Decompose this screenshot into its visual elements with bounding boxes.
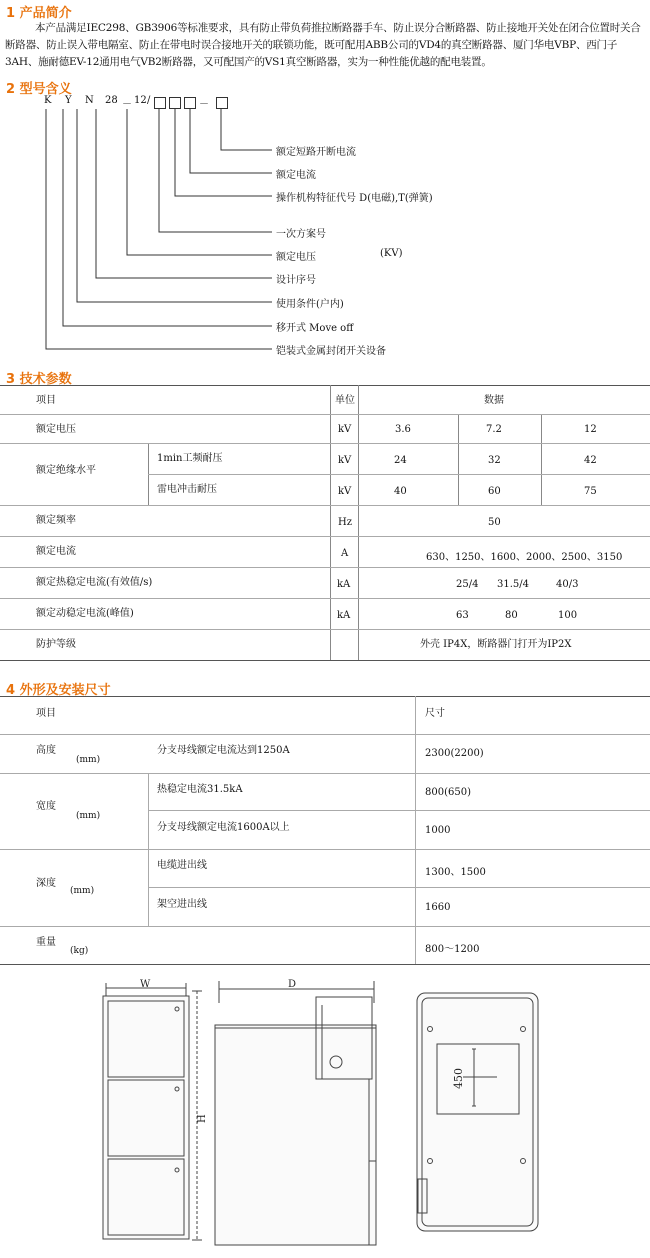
model-letter: N xyxy=(85,95,94,106)
dims-value: 800(650) xyxy=(425,787,471,798)
divider xyxy=(415,696,416,964)
dims-value: 800～1200 xyxy=(425,944,480,955)
divider xyxy=(0,598,650,599)
tech-label-dynamic: 额定动稳定电流(峰值) xyxy=(36,608,134,619)
dim-h: H xyxy=(197,1114,208,1123)
tech-value: 100 xyxy=(558,610,578,621)
side-view xyxy=(215,981,376,1245)
model-label-design: 设计序号 xyxy=(276,275,316,286)
dims-cond: 架空进出线 xyxy=(157,899,207,910)
tech-value: 630、1250、1600、2000、2500、3150 xyxy=(426,552,623,563)
tech-header-item: 项目 xyxy=(36,395,56,406)
divider xyxy=(0,629,650,630)
tech-label-insulation: 额定绝缘水平 xyxy=(36,465,96,476)
divider xyxy=(0,414,650,415)
tech-value: 63 xyxy=(456,610,469,621)
dims-unit: (mm) xyxy=(76,811,101,821)
dims-label-height: 高度 xyxy=(36,745,56,756)
tech-unit: kA xyxy=(337,610,351,621)
tech-header-unit: 单位 xyxy=(335,395,355,406)
model-letter: 28 xyxy=(105,95,118,106)
model-label-rated-current: 额定电流 xyxy=(276,170,316,181)
model-letter: K xyxy=(44,95,52,106)
divider xyxy=(0,849,650,850)
tech-unit: kV xyxy=(338,486,352,497)
divider xyxy=(0,385,650,386)
model-kv-unit: (KV) xyxy=(380,248,403,259)
section-title-model: 2 型号含义 xyxy=(6,82,72,97)
tech-value: 外壳 IP4X，断路器门打开为IP2X xyxy=(420,639,572,650)
dims-value: 1300、1500 xyxy=(425,867,486,878)
front-view xyxy=(103,983,202,1240)
tech-value: 75 xyxy=(584,486,597,497)
section-title-dims: 4 外形及安装尺寸 xyxy=(6,683,111,698)
dims-value: 2300(2200) xyxy=(425,748,484,759)
tech-value: 60 xyxy=(488,486,501,497)
base-view xyxy=(417,993,538,1231)
tech-label-lightning: 雷电冲击耐压 xyxy=(157,484,217,495)
dims-label-depth: 深度 xyxy=(36,878,56,889)
divider xyxy=(0,443,650,444)
tech-value: 32 xyxy=(488,455,501,466)
dims-cond: 热稳定电流31.5kA xyxy=(157,784,243,795)
divider xyxy=(0,734,650,735)
dims-value: 1000 xyxy=(425,825,451,836)
dims-header-item: 项目 xyxy=(36,708,56,719)
divider xyxy=(0,773,650,774)
dims-cond: 分支母线额定电流达到1250A xyxy=(157,745,290,756)
model-label-removable: 移开式 Move off xyxy=(276,323,354,334)
tech-unit: kA xyxy=(337,579,351,590)
tech-unit: A xyxy=(341,548,349,559)
divider xyxy=(148,474,650,475)
model-letter: － xyxy=(199,99,209,110)
divider xyxy=(0,696,650,697)
divider xyxy=(358,385,359,661)
section-title-tech: 3 技术参数 xyxy=(6,372,72,387)
model-label-voltage: 额定电压 xyxy=(276,252,316,263)
divider xyxy=(541,414,542,505)
dims-unit: (mm) xyxy=(70,886,95,896)
divider xyxy=(330,385,331,661)
tech-label-thermal: 额定热稳定电流(有效值/s) xyxy=(36,577,153,588)
model-letter: / xyxy=(147,95,151,106)
model-label-breaking-current: 额定短路开断电流 xyxy=(276,147,356,158)
model-letter: － xyxy=(122,99,132,110)
dims-unit: (mm) xyxy=(76,755,101,765)
tech-value: 3.6 xyxy=(395,424,411,435)
tech-unit: kV xyxy=(338,455,352,466)
intro-paragraph: 本产品满足IEC298、GB3906等标准要求，具有防止带负荷推拉断路器手车、防止误分合断路器、防止接地开关处在闭合位置时关合断路器、防止误入带电隔室、防止在带电时误合接地开关的联锁功能，既可配用ABB公司的VD4的真空断路器、厦门华电VBP、西门子3AH、施耐德EV-12通用电气VB2断路器，又可配国产的VS1真空断路器，实为一种性能优越的配电装置。 xyxy=(5,22,641,68)
dims-cond: 分支母线额定电流1600A以上 xyxy=(157,822,290,833)
tech-header-data: 数据 xyxy=(484,395,504,406)
tech-value: 12 xyxy=(584,424,597,435)
model-label-mechanism: 操作机构特征代号 D(电磁),T(弹簧) xyxy=(276,193,433,204)
tech-value: 7.2 xyxy=(486,424,502,435)
dim-450: 450 xyxy=(452,1068,465,1089)
divider xyxy=(148,887,650,888)
dims-label-weight: 重量 xyxy=(36,937,56,948)
dims-value: 1660 xyxy=(425,902,451,913)
tech-label-power-freq: 1min工频耐压 xyxy=(157,453,223,464)
model-label-scheme: 一次方案号 xyxy=(276,229,326,240)
tech-value: 80 xyxy=(505,610,518,621)
dim-w: W xyxy=(140,979,151,990)
model-label-armored: 铠装式金属封闭开关设备 xyxy=(276,346,386,357)
dims-label-width: 宽度 xyxy=(36,801,56,812)
model-label-usage: 使用条件(户内) xyxy=(276,299,344,310)
outline-drawing xyxy=(0,965,650,1258)
model-letter: 12 xyxy=(134,95,147,106)
tech-value: 24 xyxy=(394,455,407,466)
divider xyxy=(0,536,650,537)
tech-label-current: 额定电流 xyxy=(36,546,76,557)
tech-value: 50 xyxy=(488,517,501,528)
dim-d: D xyxy=(288,979,297,990)
tech-unit: Hz xyxy=(338,517,352,528)
tech-unit: kV xyxy=(338,424,352,435)
model-letter: Y xyxy=(65,95,72,106)
tech-label-freq: 额定频率 xyxy=(36,515,76,526)
divider xyxy=(0,505,650,506)
divider xyxy=(0,926,650,927)
section-title-intro: 1 产品简介 xyxy=(6,6,72,21)
divider xyxy=(0,660,650,661)
dims-header-size: 尺寸 xyxy=(425,708,445,719)
tech-label-protection: 防护等级 xyxy=(36,639,76,650)
tech-value: 31.5/4 xyxy=(497,579,529,590)
divider xyxy=(148,810,650,811)
tech-value: 42 xyxy=(584,455,597,466)
dims-unit: (kg) xyxy=(70,946,89,956)
tech-value: 40/3 xyxy=(556,579,579,590)
tech-value: 25/4 xyxy=(456,579,479,590)
tech-label-voltage: 额定电压 xyxy=(36,424,76,435)
dims-cond: 电缆进出线 xyxy=(157,860,207,871)
tech-value: 40 xyxy=(394,486,407,497)
divider xyxy=(458,414,459,505)
divider xyxy=(0,567,650,568)
